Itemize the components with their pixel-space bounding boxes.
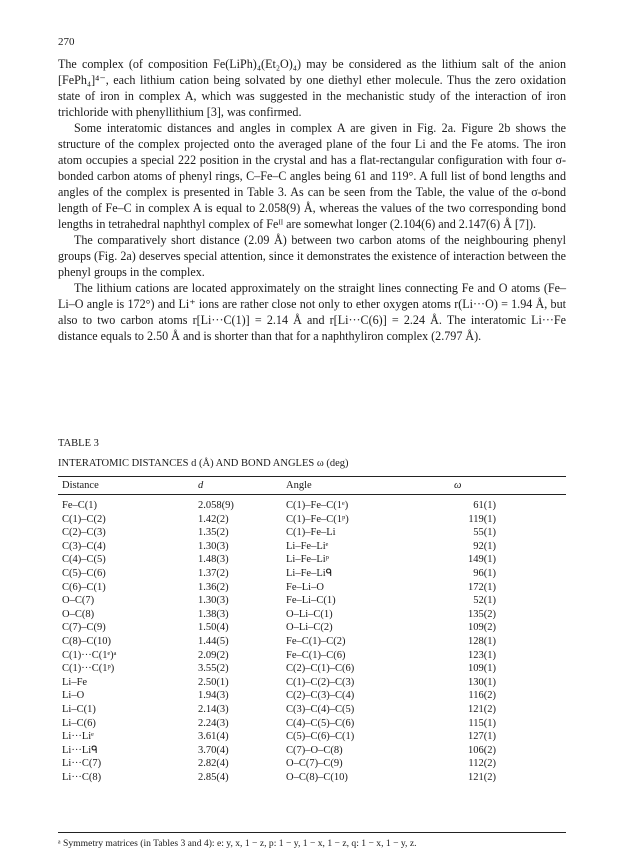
paragraph-2: Some interatomic distances and angles in complex A are given in Fig. 2a. Figure 2b shows the structure of the complex projected onto the averaged plane of the four Li and the Fe atoms. The iron atom occupies a special 222 position in the crystal and has a flat-rectangular configuration with four σ-bonded carbon atoms of phenyl rings, C–Fe–C angles being 61 and 119°. A full list of bond lengths and angles of the complex is presented in Table 3. As can be seen from the Table, the value of the σ-bond length of Fe–C in complex A is equal to 2.058(9) Å, whereas the values of the two corresponding bond lengths in tetrahedral naphthyl complex of Feᴵᴵ are somewhat longer (2.104(6) and 2.147(6) Å [7]).	[58, 121, 566, 231]
table-footnote: ᵃ Symmetry matrices (in Tables 3 and 4): e: y, x, 1 − z, p: 1 − y, 1 − x, 1 − z, q: 1 − x, 1 − y, z.	[58, 838, 417, 849]
cell-d: 1.30(3)	[198, 595, 229, 607]
cell-d: 3.55(2)	[198, 663, 229, 675]
table-row	[58, 567, 566, 581]
cell-d: 2.24(3)	[198, 717, 229, 729]
cell-angle: Fe–C(1)–C(2)	[286, 635, 346, 647]
table-row	[58, 744, 566, 758]
cell-d: 2.058(9)	[198, 500, 234, 511]
cell-omega: 121(2)	[468, 703, 496, 715]
table-label: TABLE 3	[58, 438, 99, 449]
table-row	[58, 581, 566, 595]
cell-omega: 61(1)	[473, 500, 496, 511]
cell-d: 1.30(3)	[198, 540, 229, 552]
table-row	[58, 703, 566, 717]
table-row	[58, 499, 566, 513]
table-row	[58, 649, 566, 663]
cell-d: 1.37(2)	[198, 567, 229, 579]
cell-omega: 119(1)	[468, 513, 496, 525]
cell-angle: O–Li–C(1)	[286, 608, 333, 620]
cell-omega: 130(1)	[468, 676, 496, 688]
cell-omega: 121(2)	[468, 771, 496, 783]
table-row	[58, 676, 566, 690]
cell-omega: 127(1)	[468, 731, 496, 743]
cell-angle: Fe–C(1)–C(6)	[286, 649, 346, 661]
table-row	[58, 689, 566, 703]
header-angle: Angle	[286, 480, 312, 491]
cell-d: 1.94(3)	[198, 690, 229, 702]
cell-distance: Li–Fe	[62, 676, 88, 688]
table-caption: INTERATOMIC DISTANCES d (Å) AND BOND ANGLES ω (deg)	[58, 458, 349, 469]
cell-d: 1.48(3)	[198, 554, 229, 566]
cell-omega: 135(2)	[468, 608, 496, 620]
cell-d: 1.42(2)	[198, 513, 229, 525]
cell-angle: Fe–Li–O	[286, 581, 324, 593]
cell-distance: C(7)–C(9)	[62, 622, 106, 634]
cell-d: 2.09(2)	[198, 649, 229, 661]
cell-angle: O–Li–C(2)	[286, 622, 333, 634]
cell-d: 1.50(4)	[198, 622, 229, 634]
table-row	[58, 513, 566, 527]
cell-distance: C(2)–C(3)	[62, 527, 106, 539]
paragraph-3: The comparatively short distance (2.09 Å) between two carbon atoms of the neighbouring phenyl groups (Fig. 2a) deserves special attention, since it demonstrates the existence of interaction between the phenyl groups in the complex.	[58, 233, 566, 279]
table-row	[58, 730, 566, 744]
cell-omega: 128(1)	[468, 635, 496, 647]
cell-distance: Li–C(6)	[62, 717, 96, 729]
cell-angle: Li–Fe–Liᵉ	[286, 540, 329, 552]
table-row	[58, 553, 566, 567]
cell-d: 1.36(2)	[198, 581, 229, 593]
cell-angle: C(1)–Fe–C(1ᵖ)	[286, 513, 349, 525]
cell-angle: C(2)–C(1)–C(6)	[286, 663, 355, 675]
cell-distance: C(1)–C(2)	[62, 513, 106, 525]
cell-angle: C(4)–C(5)–C(6)	[286, 717, 355, 729]
table-row	[58, 757, 566, 771]
cell-distance: Fe–C(1)	[62, 500, 97, 511]
cell-d: 1.44(5)	[198, 635, 229, 647]
cell-d: 2.85(4)	[198, 771, 229, 783]
table-row	[58, 717, 566, 731]
cell-angle: Fe–Li–C(1)	[286, 595, 336, 607]
cell-angle: C(7)–O–C(8)	[286, 744, 343, 756]
cell-omega: 112(2)	[468, 758, 496, 770]
cell-distance: Li–C(1)	[62, 703, 96, 715]
cell-distance: C(4)–C(5)	[62, 554, 106, 566]
cell-omega: 172(1)	[468, 581, 496, 593]
body-text	[58, 56, 566, 344]
cell-d: 2.50(1)	[198, 676, 229, 688]
cell-angle: Li–Fe–Liᵖ	[286, 554, 329, 566]
table-row	[58, 662, 566, 676]
cell-d: 3.61(4)	[198, 731, 229, 743]
table-row	[58, 608, 566, 622]
cell-d: 1.35(2)	[198, 527, 229, 539]
cell-distance: Li–O	[62, 690, 85, 702]
cell-omega: 106(2)	[468, 744, 496, 756]
cell-angle: C(1)–Fe–Li	[286, 527, 336, 539]
cell-distance: Li···Liᑫ	[62, 744, 98, 756]
cell-distance: C(5)–C(6)	[62, 567, 106, 579]
cell-omega: 123(1)	[468, 649, 496, 661]
page-number: 270	[58, 36, 75, 48]
table-row	[58, 771, 566, 785]
cell-distance: Li···Liᵉ	[62, 731, 94, 743]
cell-d: 1.38(3)	[198, 608, 229, 620]
cell-omega: 109(1)	[468, 663, 496, 675]
cell-distance: O–C(7)	[62, 595, 95, 607]
cell-distance: Li···C(8)	[62, 771, 102, 783]
cell-distance: C(6)–C(1)	[62, 581, 106, 593]
table-row	[58, 621, 566, 635]
cell-angle: C(5)–C(6)–C(1)	[286, 731, 355, 743]
table-header-rule	[58, 494, 566, 495]
cell-angle: C(2)–C(3)–C(4)	[286, 690, 355, 702]
paragraph-1: The complex (of composition Fe(LiPh)₄(Et₂O)₄) may be considered as the lithium salt of the anion [FePh₄]⁴⁻, each lithium cation being solvated by one diethyl ether molecule. Thus the zero oxidation state of iron in complex A, which was suggested in the mechanistic study of the interaction of iron trichloride with phenyllithium [3], was confirmed.	[58, 57, 566, 119]
table-row	[58, 594, 566, 608]
cell-omega: 92(1)	[473, 540, 496, 552]
cell-distance: C(3)–C(4)	[62, 540, 106, 552]
table-row	[58, 635, 566, 649]
table-body	[58, 499, 566, 784]
cell-angle: C(1)–C(2)–C(3)	[286, 676, 355, 688]
cell-distance: Li···C(7)	[62, 758, 102, 770]
table-row	[58, 540, 566, 554]
cell-angle: O–C(7)–C(9)	[286, 758, 343, 770]
cell-d: 2.82(4)	[198, 758, 229, 770]
cell-distance: C(8)–C(10)	[62, 635, 111, 647]
cell-omega: 52(1)	[473, 595, 496, 607]
cell-angle: O–C(8)–C(10)	[286, 771, 348, 783]
cell-distance: C(1)···C(1ᵉ)ᵃ	[62, 649, 117, 661]
cell-angle: C(1)–Fe–C(1ᵉ)	[286, 500, 349, 511]
table-top-rule	[58, 476, 566, 477]
cell-omega: 96(1)	[473, 567, 496, 579]
cell-distance: O–C(8)	[62, 608, 95, 620]
cell-d: 2.14(3)	[198, 703, 229, 715]
cell-omega: 149(1)	[468, 554, 496, 566]
table-header	[58, 479, 566, 493]
cell-angle: C(3)–C(4)–C(5)	[286, 703, 355, 715]
header-distance: Distance	[62, 480, 99, 491]
table-row	[58, 526, 566, 540]
cell-omega: 55(1)	[473, 527, 496, 539]
cell-angle: Li–Fe–Liᑫ	[286, 567, 333, 579]
cell-omega: 109(2)	[468, 622, 496, 634]
table-bottom-rule	[58, 832, 566, 833]
header-d: d	[198, 480, 204, 491]
cell-distance: C(1)···C(1ᵖ)	[62, 663, 115, 675]
paragraph-4: The lithium cations are located approximately on the straight lines connecting Fe and O atoms (Fe–Li–O angle is 172°) and Li⁺ ions are rather close not only to ether oxygen atoms r(Li···O) = 1.94 Å, but also to two carbon atoms r[Li···C(1)] = 2.14 Å and r[Li···C(6)] = 2.24 Å. The interatomic Li···Fe distance equals to 2.50 Å and is shorter than that for a naphthyliron complex (2.797 Å).	[58, 281, 566, 343]
cell-omega: 115(1)	[468, 717, 496, 729]
header-omega: ω	[454, 480, 462, 491]
cell-d: 3.70(4)	[198, 744, 229, 756]
cell-omega: 116(2)	[468, 690, 496, 702]
